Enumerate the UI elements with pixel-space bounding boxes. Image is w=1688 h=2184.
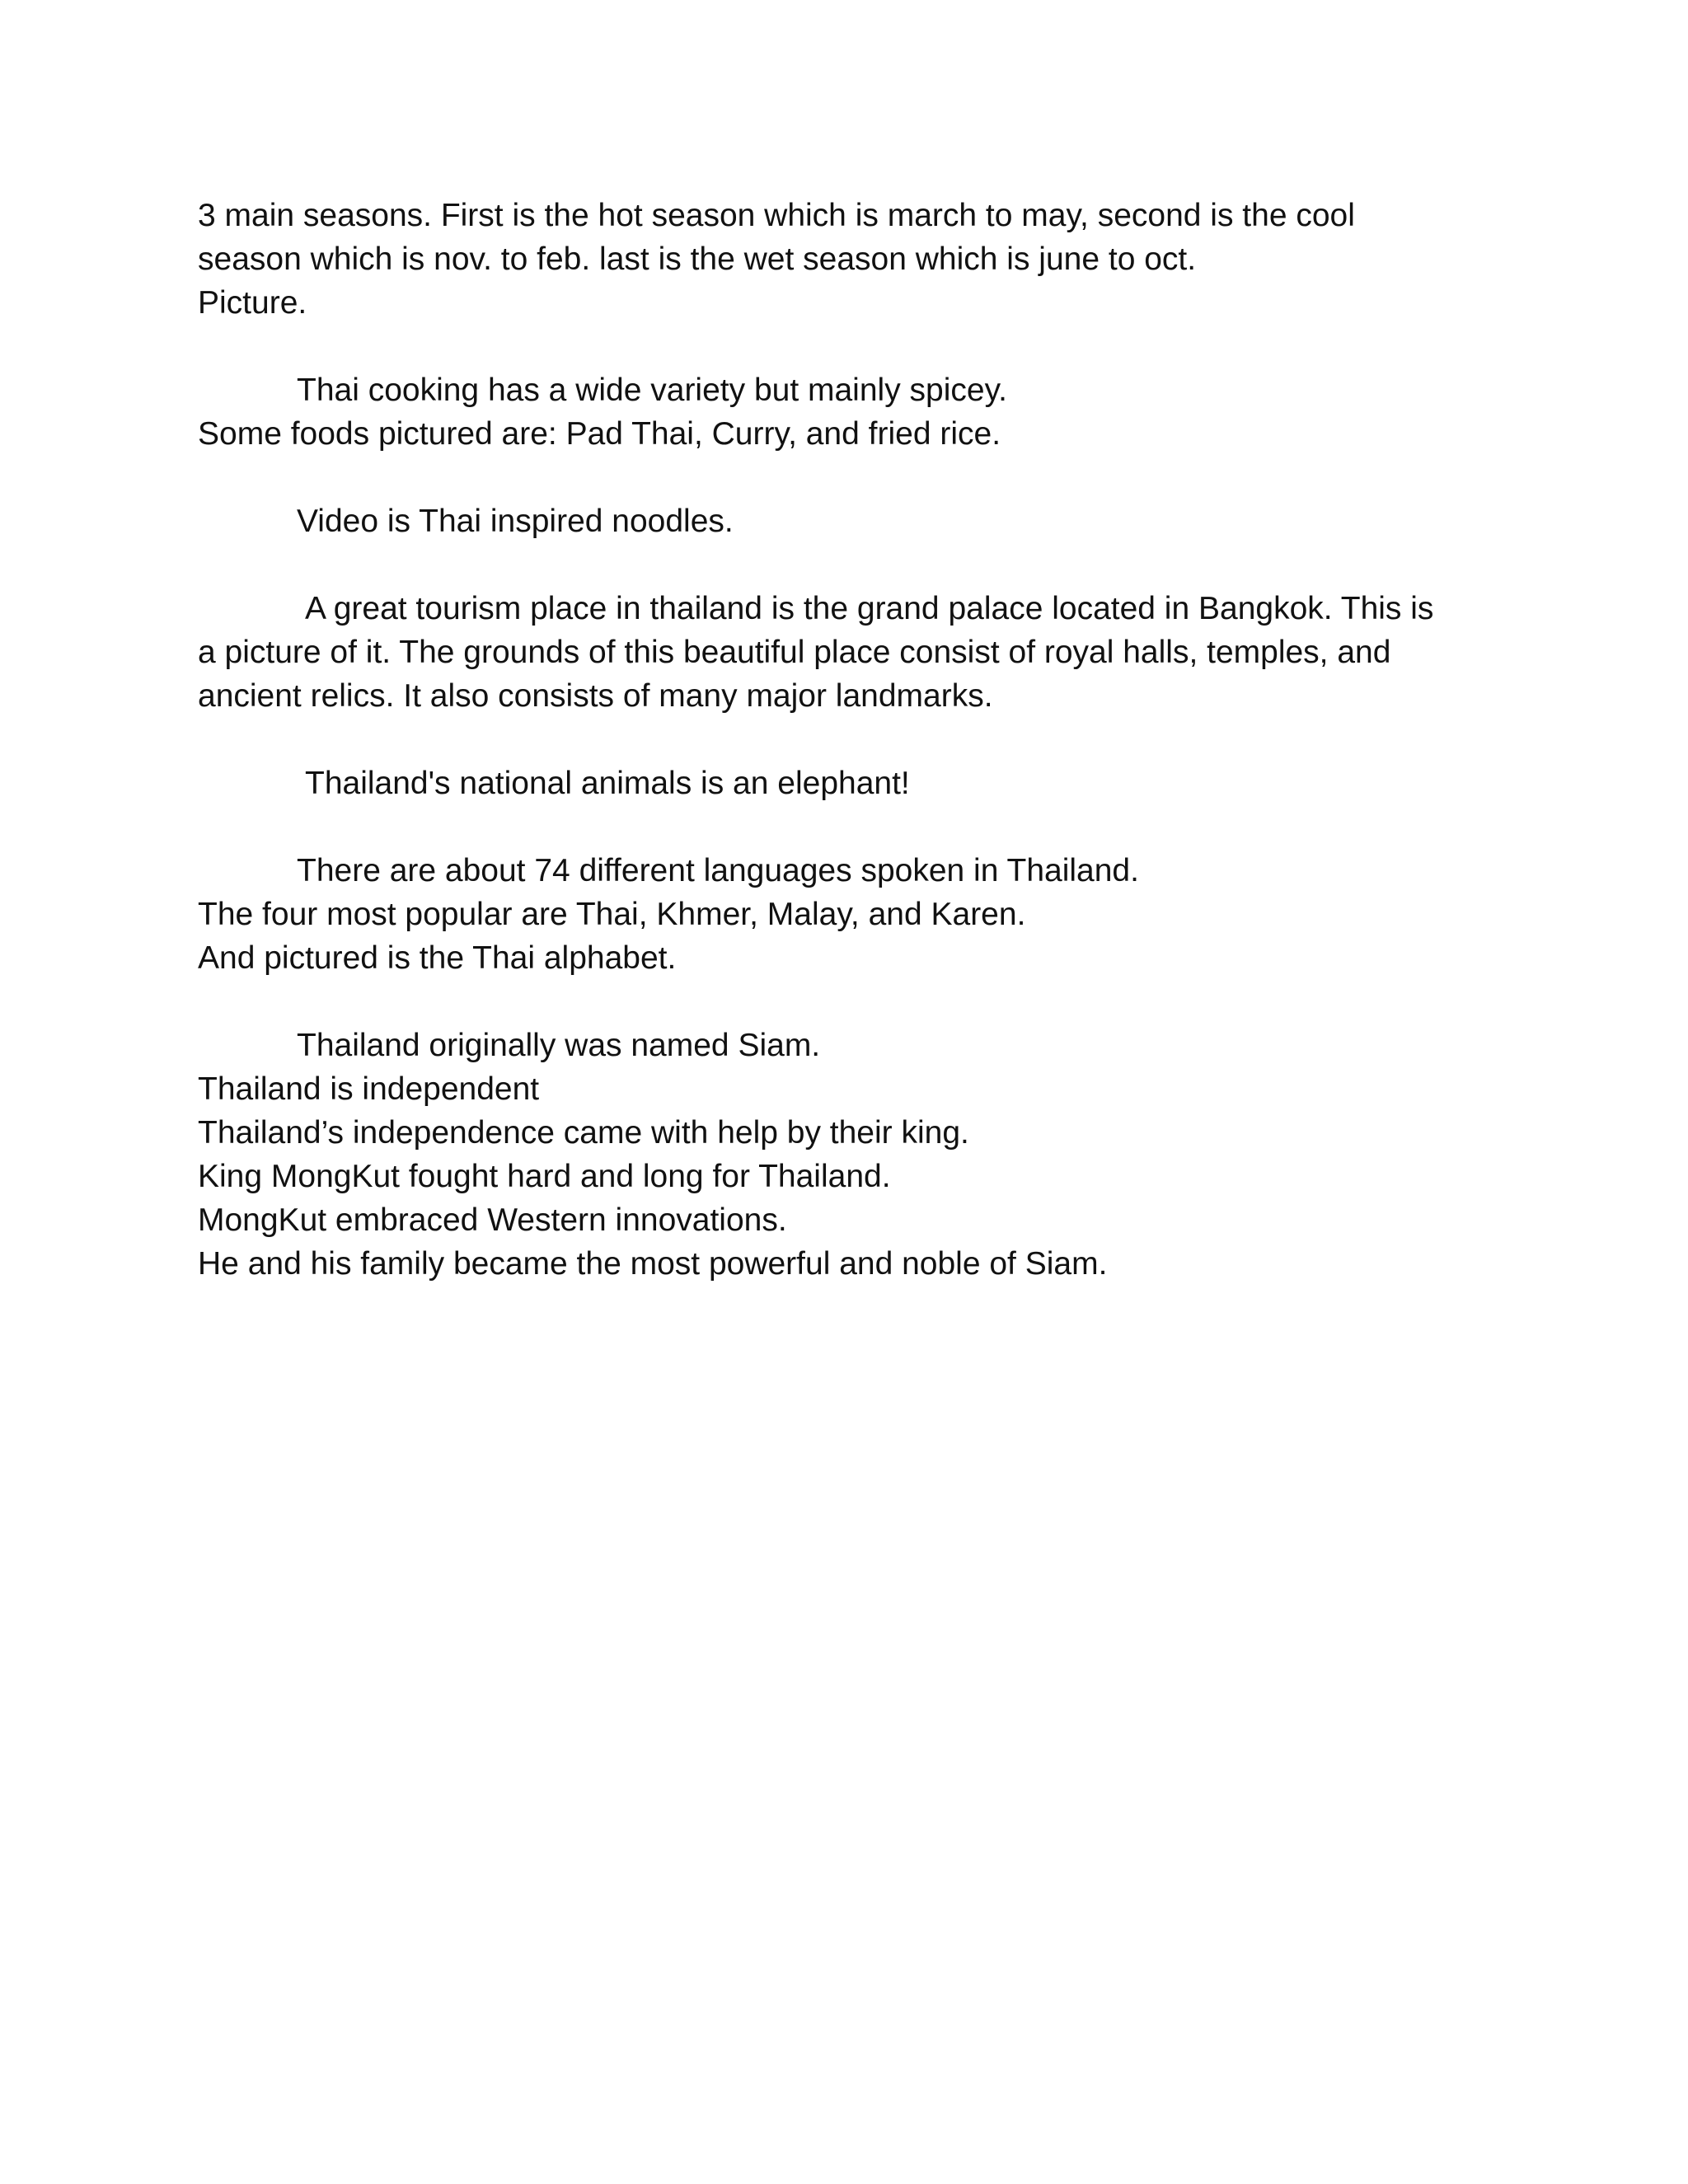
text-line: a picture of it. The grounds of this beautiful place consist of royal halls, temples, and bbox=[198, 635, 1391, 670]
paragraph-cooking bbox=[198, 368, 1500, 456]
text-line: There are about 74 different languages spoken in Thailand. bbox=[297, 853, 1139, 888]
text-line: Thailand is independent bbox=[198, 1071, 540, 1107]
text-line: The four most popular are Thai, Khmer, Malay, and Karen. bbox=[198, 897, 1026, 932]
text-line: King MongKut fought hard and long for Thailand. bbox=[198, 1159, 891, 1194]
text-line: Thailand's national animals is an elephant! bbox=[305, 766, 910, 801]
paragraph-spacer bbox=[198, 325, 1500, 368]
text-line: He and his family became the most powerful and noble of Siam. bbox=[198, 1246, 1108, 1282]
paragraph-seasons bbox=[198, 194, 1500, 325]
paragraph-spacer bbox=[198, 456, 1500, 499]
paragraph-spacer bbox=[198, 805, 1500, 849]
paragraph-tourism bbox=[198, 587, 1500, 718]
text-line: Video is Thai inspired noodles. bbox=[297, 504, 734, 539]
text-line: Some foods pictured are: Pad Thai, Curry, and fried rice. bbox=[198, 416, 1001, 452]
text-line: Thailand’s independence came with help by their king. bbox=[198, 1115, 969, 1151]
paragraph-languages bbox=[198, 849, 1500, 980]
text-line: season which is nov. to feb. last is the wet season which is june to oct. bbox=[198, 241, 1197, 277]
text-line: ancient relics. It also consists of many major landmarks. bbox=[198, 678, 993, 714]
text-line: Thailand originally was named Siam. bbox=[297, 1028, 821, 1063]
text-line: Thai cooking has a wide variety but mainly spicey. bbox=[297, 373, 1008, 408]
paragraph-spacer bbox=[198, 718, 1500, 762]
paragraph-spacer bbox=[198, 543, 1500, 587]
text-line: A great tourism place in thailand is the grand palace located in Bangkok. This is bbox=[305, 591, 1434, 626]
document-body bbox=[198, 194, 1500, 1286]
text-line: And pictured is the Thai alphabet. bbox=[198, 940, 677, 976]
paragraph-history bbox=[198, 1024, 1500, 1286]
paragraph-animal bbox=[198, 762, 1500, 805]
text-line: MongKut embraced Western innovations. bbox=[198, 1202, 787, 1238]
paragraph-video bbox=[198, 499, 1500, 543]
text-line: Picture. bbox=[198, 285, 307, 321]
paragraph-spacer bbox=[198, 980, 1500, 1024]
text-line: 3 main seasons. First is the hot season which is march to may, second is the cool bbox=[198, 198, 1355, 233]
